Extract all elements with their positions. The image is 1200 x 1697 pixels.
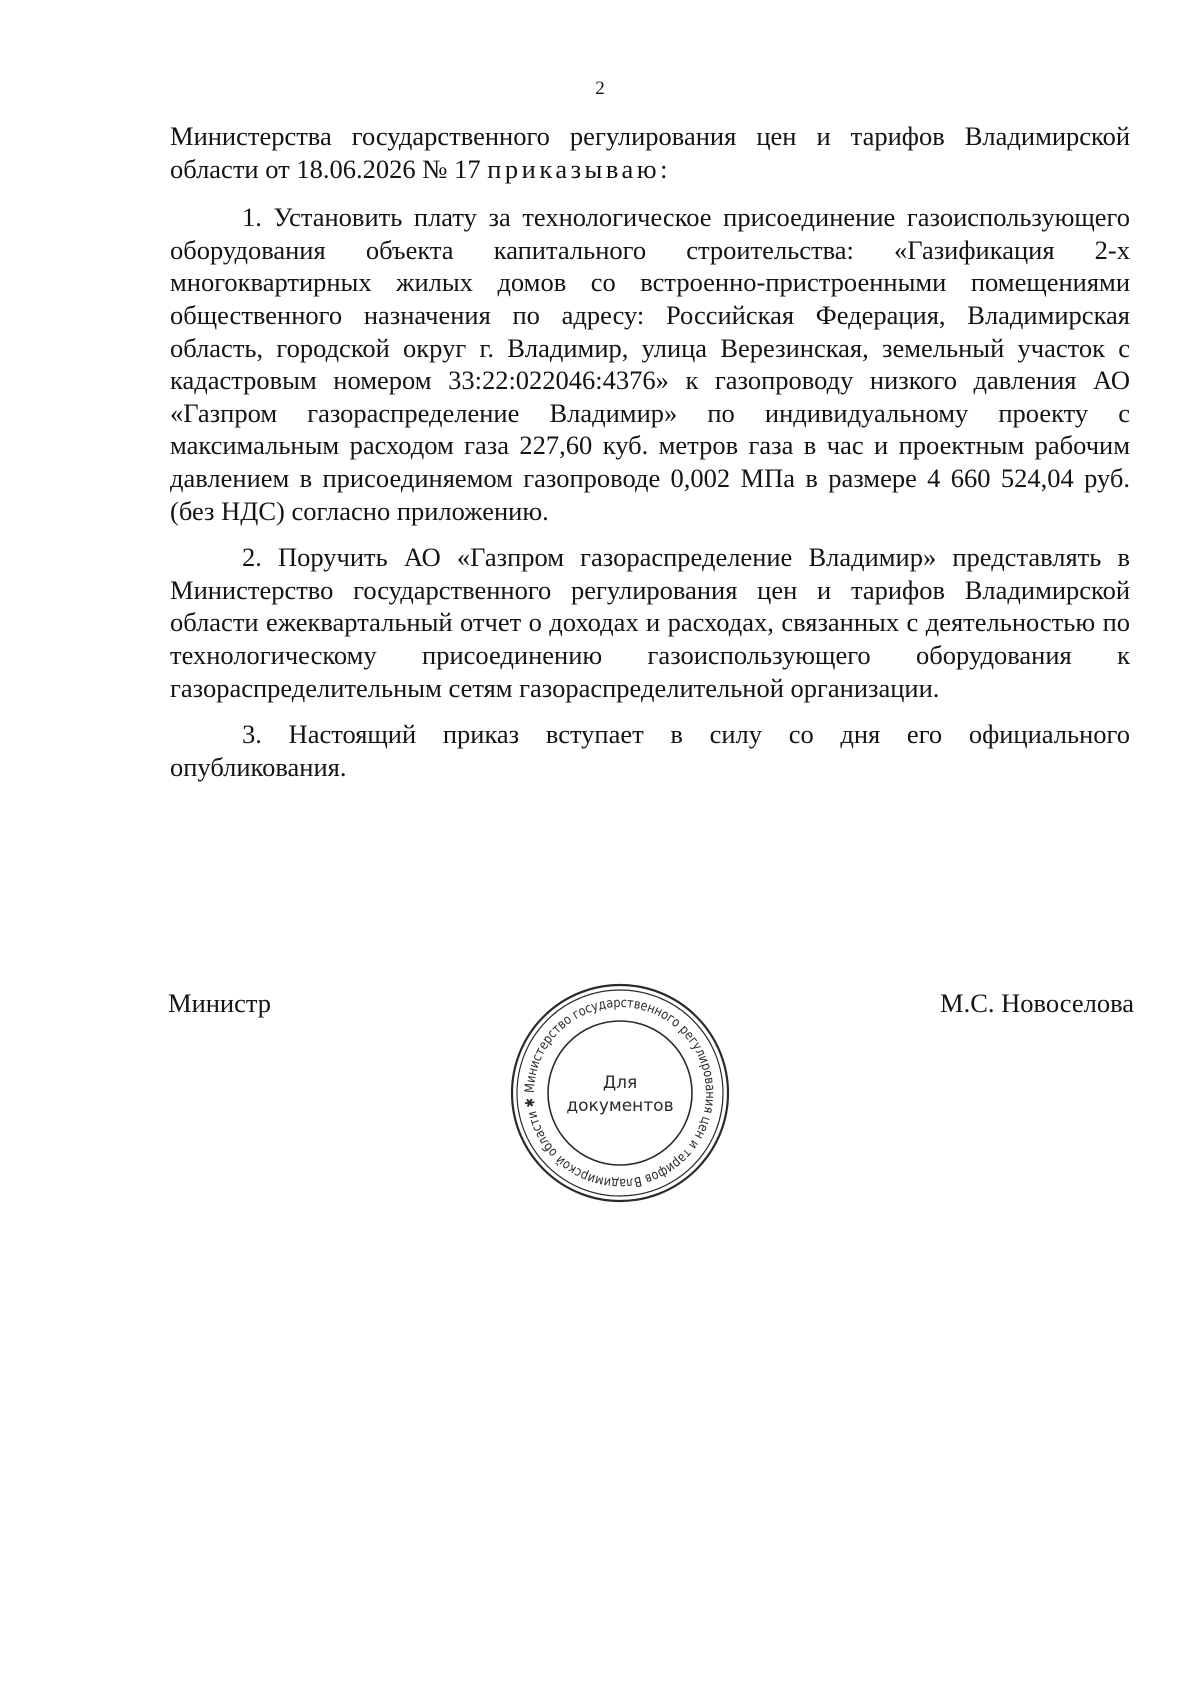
seal-inner-ring bbox=[548, 1021, 692, 1165]
seal-ring-text: Министерство государственного регулирования цен и тарифов Владимирской области ✱ bbox=[522, 995, 718, 1191]
seal-graphic bbox=[505, 978, 735, 1208]
seal-center-line-1: Для bbox=[602, 1073, 638, 1093]
order-item-2: 2. Поручить АО «Газпром газораспределение Владимир» представлять в Министерство государственного регулирования цен и тарифов Владимирской области ежеквартальный отчет о доходах и расходах, связанных с деятельностью по технологическому присоединению газоиспользующего оборудования к газораспределительным сетям газораспределительной организации. bbox=[170, 542, 1130, 703]
seal-outer-ring bbox=[512, 985, 728, 1201]
document-body bbox=[170, 120, 1130, 797]
intro-text: Министерства государственного регулирования цен и тарифов Владимирской области от 18.06.2026 № 17 bbox=[170, 121, 1130, 184]
signature-title: Министр bbox=[168, 988, 272, 1018]
seal-center-line-2: документов bbox=[566, 1096, 674, 1116]
order-item-3: 3. Настоящий приказ вступает в силу со дня его официального опубликования. bbox=[170, 719, 1130, 782]
order-item-1: 1. Установить плату за технологическое присоединение газоиспользующего оборудования объекта капитального строительства: «Газификация 2-х многоквартирных жилых домов со встроенно-пристроенными помещениями общественного назначения по адресу: Российская Федерация, Владимирская область, городской округ г. Владимир, улица Верезинская, земельный участок с кадастровым номером 33:22:022046:4376» к газопроводу низкого давления АО «Газпром газораспределение Владимир» по индивидуальному проекту с максимальным расходом газа 227,60 куб. метров газа в час и проектным рабочим давлением в присоединяемом газопроводе 0,002 МПа в размере 4 660 524,04 руб. (без НДС) согласно приложению. bbox=[170, 202, 1130, 526]
official-seal bbox=[505, 978, 735, 1208]
intro-order-word: приказываю: bbox=[487, 153, 671, 184]
signature-name: М.С. Новоселова bbox=[940, 988, 1134, 1018]
page-number: 2 bbox=[595, 78, 605, 99]
intro-paragraph bbox=[170, 120, 1130, 185]
